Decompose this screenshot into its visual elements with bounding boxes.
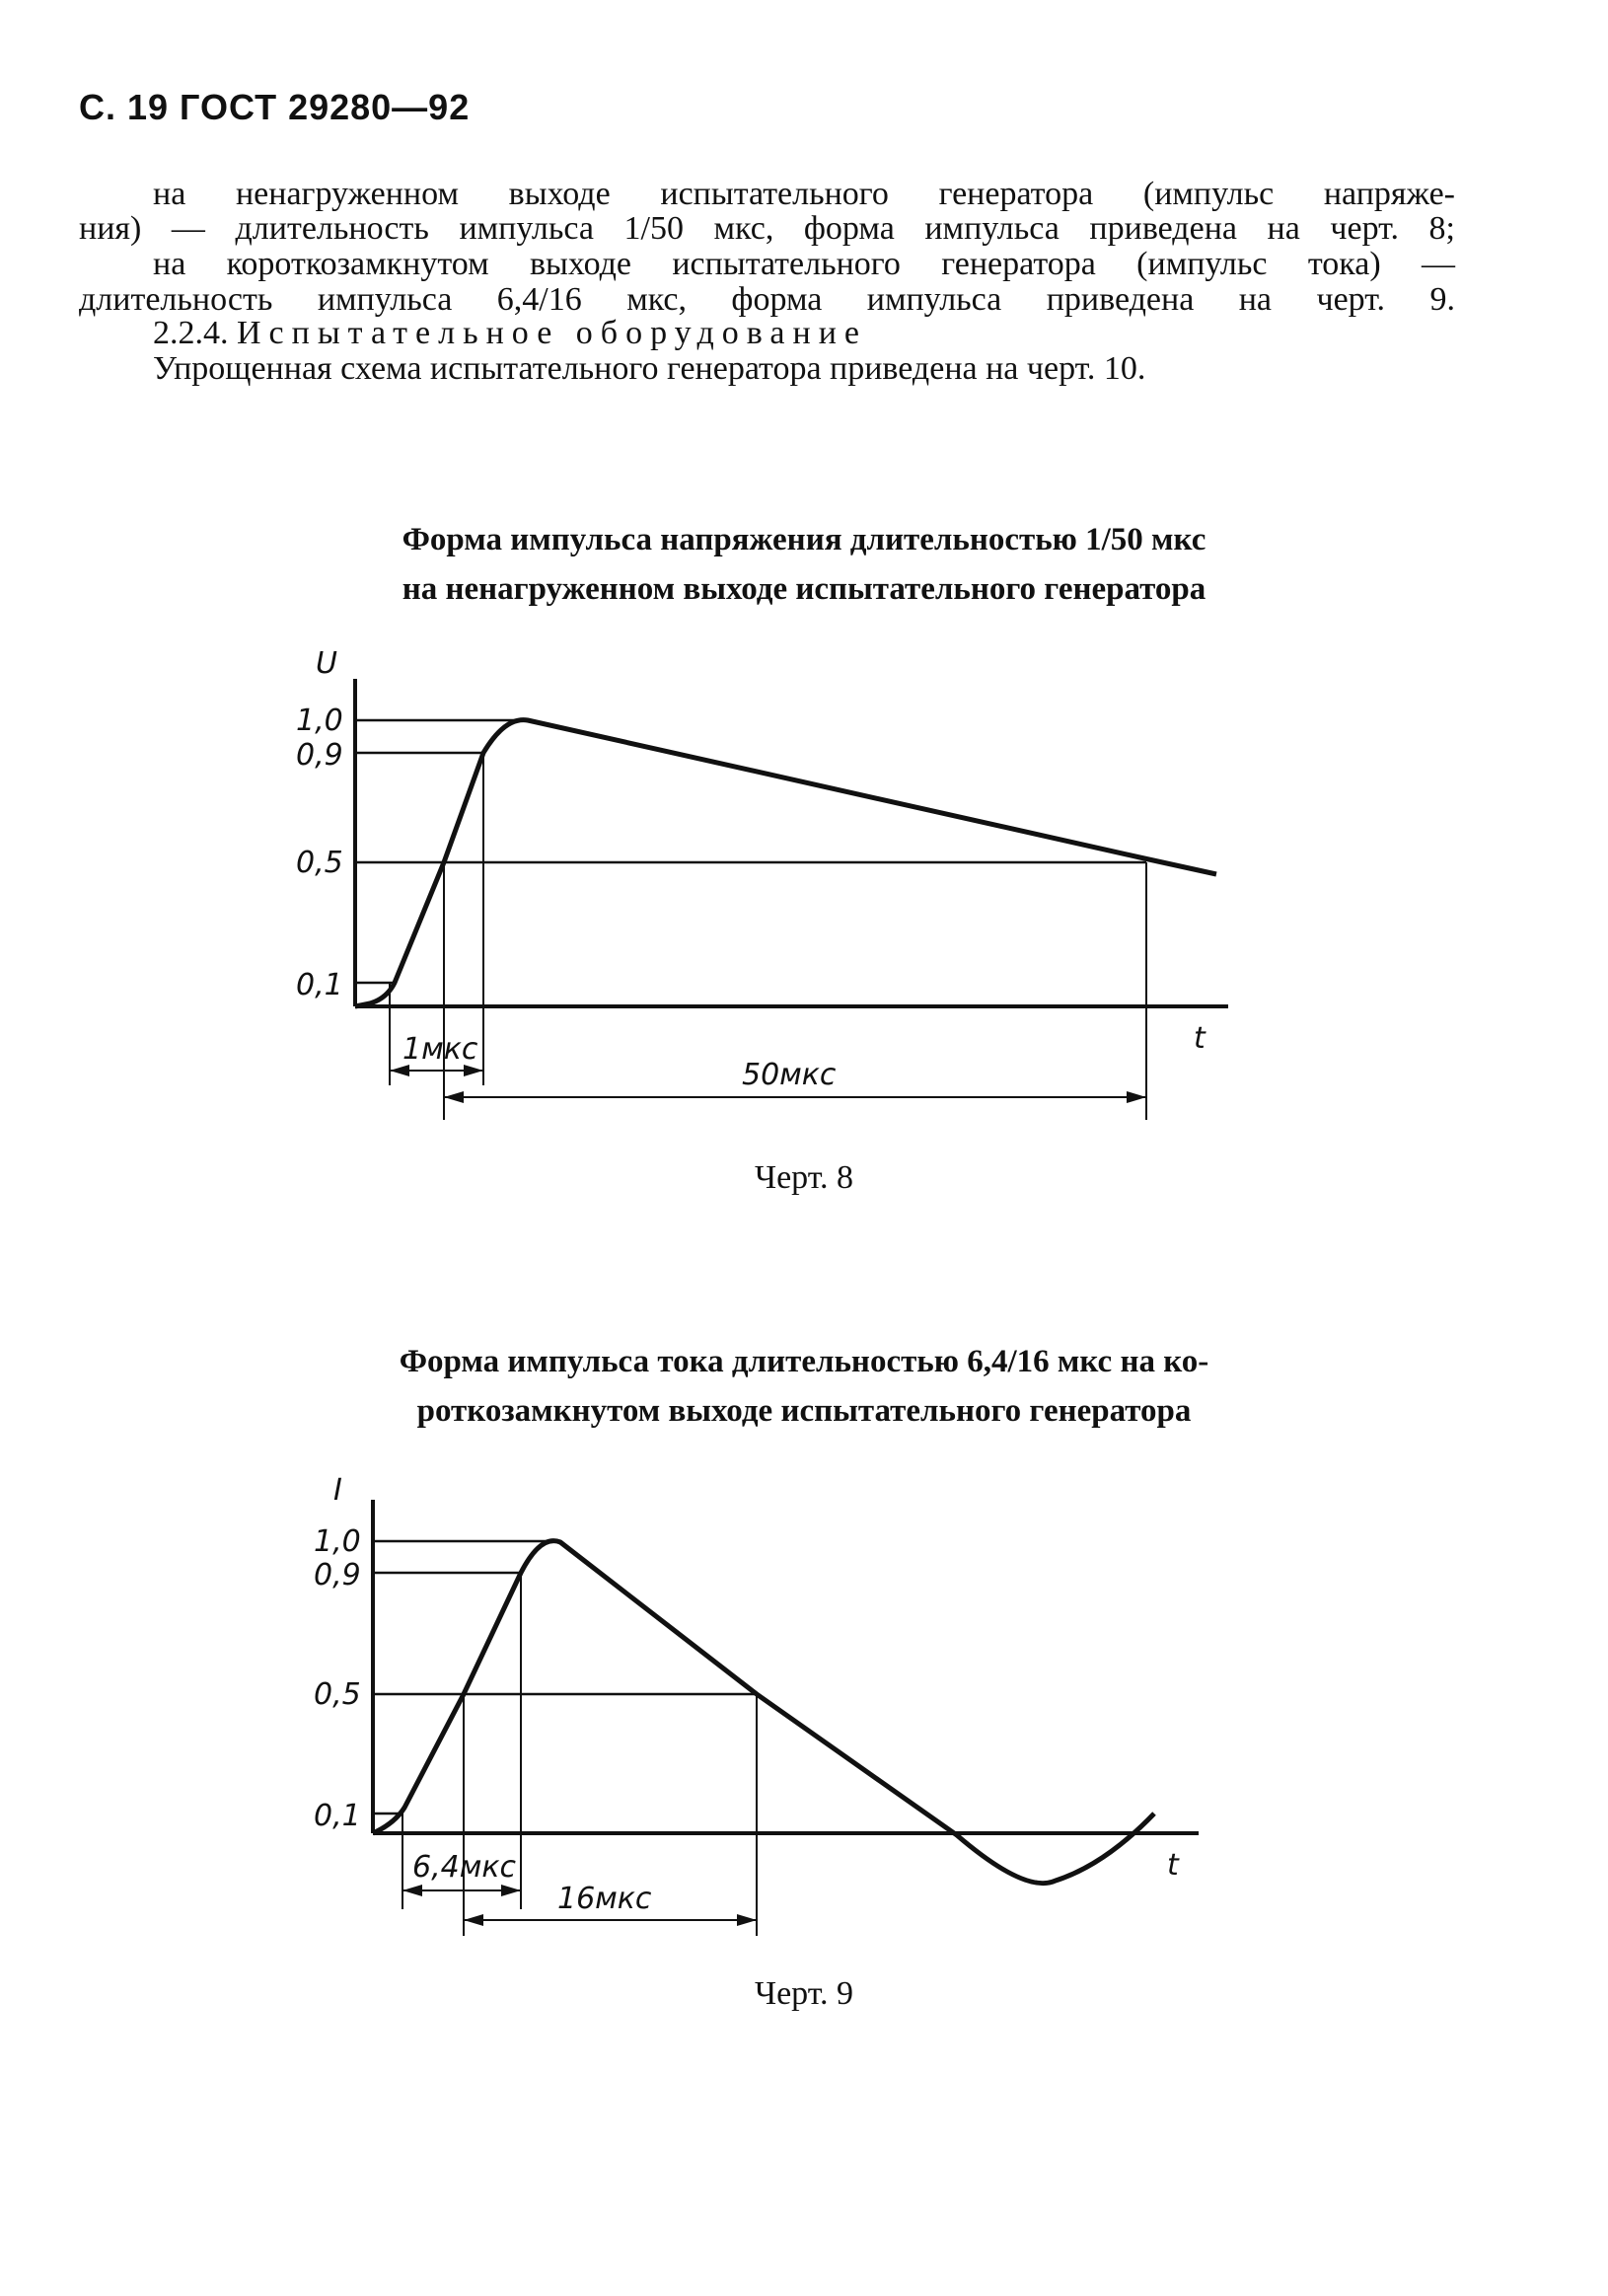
figure8-title-line2: на ненагруженном выходе испытательного генератора (402, 571, 1206, 607)
section-title: Испытательное оборудование (237, 315, 867, 351)
fig8-dim-duration: 50мкс (742, 1058, 837, 1092)
page-label: С. 19 ГОСТ 29280—92 (79, 87, 471, 127)
fig9-x-label: t (1167, 1848, 1179, 1883)
figure8-title-line1: Форма импульса напряжения длительностью 1/50 мкс (402, 522, 1206, 557)
fig9-tick-0-9: 0,9 (314, 1558, 361, 1592)
fig8-x-label: t (1194, 1021, 1206, 1056)
fig8-tick-1-0: 1,0 (296, 704, 343, 738)
fig9-arrow-dur-right (737, 1914, 757, 1926)
body-line-2: ния) — длительность импульса 1/50 мкс, форма импульса приведена на черт. 8; (79, 210, 1455, 247)
figure8-chart (0, 631, 1608, 1145)
section-heading (79, 315, 1455, 352)
fig9-dim-front: 6,4мкс (412, 1850, 516, 1885)
fig9-tick-0-5: 0,5 (314, 1677, 361, 1712)
fig8-arrow-dur-left (444, 1091, 464, 1103)
fig9-tick-1-0: 1,0 (314, 1524, 361, 1559)
fig9-arrow-front-right (501, 1885, 521, 1896)
fig9-arrow-front-left (402, 1885, 422, 1896)
figure9-title-line2: роткозамкнутом выходе испытательного генератора (416, 1393, 1192, 1429)
figure9-caption: Черт. 9 (754, 1975, 854, 2012)
fig9-dim-duration: 16мкс (557, 1882, 652, 1916)
figure9-title-line1: Форма импульса тока длительностью 6,4/16 мкс на ко- (399, 1344, 1209, 1379)
fig8-tick-0-1: 0,1 (296, 968, 343, 1002)
body-line-1: на ненагруженном выходе испытательного генератора (импульс напряже- (153, 176, 1455, 212)
fig8-tick-0-5: 0,5 (296, 846, 343, 880)
figure9-title (0, 1337, 1608, 1436)
figure8-caption: Черт. 8 (754, 1159, 854, 1196)
body-line-3: на короткозамкнутом выходе испытательного генератора (импульс тока) — (153, 246, 1455, 282)
figure8-title (0, 515, 1608, 614)
page-header (79, 87, 470, 128)
section-number: 2.2.4. (153, 315, 229, 351)
fig9-arrow-dur-left (464, 1914, 483, 1926)
fig8-arrow-dur-right (1127, 1091, 1146, 1103)
figure9-chart (0, 1460, 1608, 1973)
fig8-tick-0-9: 0,9 (296, 738, 343, 773)
body-line-6: Упрощенная схема испытательного генератора приведена на черт. 10. (153, 350, 1146, 387)
fig9-y-label: I (333, 1473, 342, 1508)
fig8-dim-front: 1мкс (402, 1032, 478, 1067)
fig9-tick-0-1: 0,1 (314, 1799, 361, 1833)
body-line-4: длительность импульса 6,4/16 мкс, форма импульса приведена на черт. 9. (79, 281, 1455, 318)
fig8-y-label: U (316, 646, 337, 681)
